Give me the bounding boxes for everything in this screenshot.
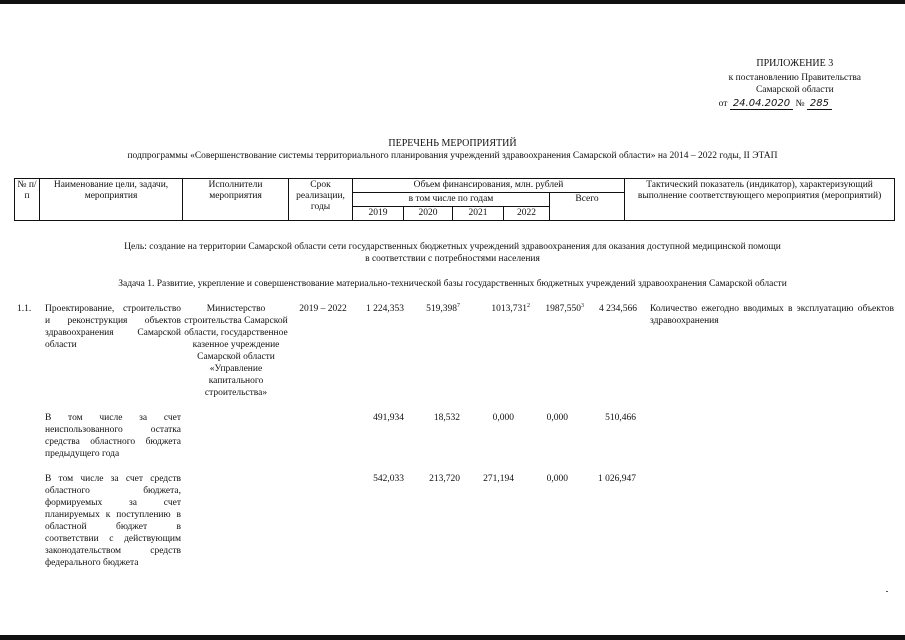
annex-line-1: к постановлению Правительства	[728, 72, 861, 83]
scan-bottom-border	[0, 635, 905, 640]
goal-line-1: Цель: создание на территории Самарской области сети государственных бюджетных учреждений здравоохранения для оказания доступной медицинской помощи	[124, 242, 781, 252]
row-2022-value: 1987,550	[545, 304, 581, 314]
subrow-2-name: В том числе за счет средств областного бюджета, формируемых за счет планируемых к поступлению в областной бюджет в соответствии с действующим законодательством средств федерального бюджета	[45, 474, 181, 568]
subrow-2-2021: 271,194	[483, 474, 514, 484]
annex-title: ПРИЛОЖЕНИЕ 3	[756, 58, 834, 69]
header-term: Срок реализации, годы	[289, 179, 353, 221]
header-indicator: Тактический показатель (индикатор), характеризующий выполнение соответствующего мероприятия (мероприятий)	[625, 179, 895, 221]
task-title: Задача 1. Развитие, укрепление и совершенствование материально-технической базы государственных бюджетных учреждений здравоохранения Самарской области	[118, 279, 787, 289]
subrow-1-total: 510,466	[605, 413, 636, 423]
row-total: 4 234,566	[599, 304, 637, 314]
row-2021-value: 1013,731	[491, 304, 527, 314]
document-subtitle: подпрограммы «Совершенствование системы территориального планирования учреждений здравоохранения Самарской области» на 2014 – 2022 годы, II ЭТАП	[127, 151, 778, 161]
header-name: Наименование цели, задачи, мероприятия	[40, 179, 183, 221]
number-prefix: №	[795, 98, 805, 109]
subrow-2-2022: 0,000	[546, 474, 568, 484]
row-2021	[462, 303, 530, 315]
subrow-2-2020: 213,720	[429, 474, 460, 484]
table-header	[14, 178, 895, 221]
subrow-2-2019: 542,033	[373, 474, 404, 484]
row-2021-note: 2	[527, 302, 530, 309]
subrow-1-2022: 0,000	[546, 413, 568, 423]
scan-top-border	[0, 0, 905, 4]
header-year-2021: 2021	[453, 207, 504, 221]
row-executor: Министерство строительства Самарской области, государственное казенное учреждение Самарской области «Управление капитального строительства»	[184, 304, 288, 398]
goal-line-2: в соответствии с потребностями населения	[365, 254, 540, 264]
subrow-1-name: В том числе за счет неиспользованного остатка средства областного бюджета предыдущего года	[45, 413, 181, 459]
subrow-2-total: 1 026,947	[598, 474, 636, 484]
row-2022-note: 3	[581, 302, 584, 309]
row-2020	[406, 303, 460, 315]
row-indicator: Количество ежегодно вводимых в эксплуатацию объектов здравоохранения	[650, 304, 894, 326]
document-title: ПЕРЕЧЕНЬ МЕРОПРИЯТИЙ	[388, 138, 517, 149]
row-2019: 1 224,353	[366, 304, 404, 314]
date-prefix: от	[718, 98, 728, 109]
row-number: 1.1.	[17, 304, 32, 314]
header-by-years: в том числе по годам	[353, 193, 550, 207]
header-year-2022: 2022	[504, 207, 550, 221]
header-year-2019: 2019	[353, 207, 404, 221]
annex-line-2: Самарской области	[755, 85, 834, 95]
header-executors: Исполнители мероприятия	[183, 179, 289, 221]
row-2020-note: 7	[457, 302, 460, 309]
annex-date-line	[719, 98, 861, 111]
handwritten-date: 24.04.2020	[730, 99, 793, 110]
header-total: Всего	[550, 193, 625, 221]
handwritten-number: 285	[807, 99, 832, 110]
row-term: 2019 – 2022	[299, 304, 347, 314]
header-no: № п/п	[15, 179, 40, 221]
row-2022	[530, 303, 584, 315]
header-financing: Объем финансирования, млн. рублей	[353, 179, 625, 193]
scan-speck	[886, 591, 888, 592]
annex-block	[718, 58, 861, 110]
subrow-1-2020: 18,532	[433, 413, 460, 423]
subrow-1-2021: 0,000	[492, 413, 514, 423]
row-2020-value: 519,398	[426, 304, 457, 314]
header-year-2020: 2020	[404, 207, 453, 221]
subrow-1-2019: 491,934	[373, 413, 404, 423]
row-name: Проектирование, строительство и реконструкция объектов здравоохранения Самарской области	[45, 304, 181, 350]
